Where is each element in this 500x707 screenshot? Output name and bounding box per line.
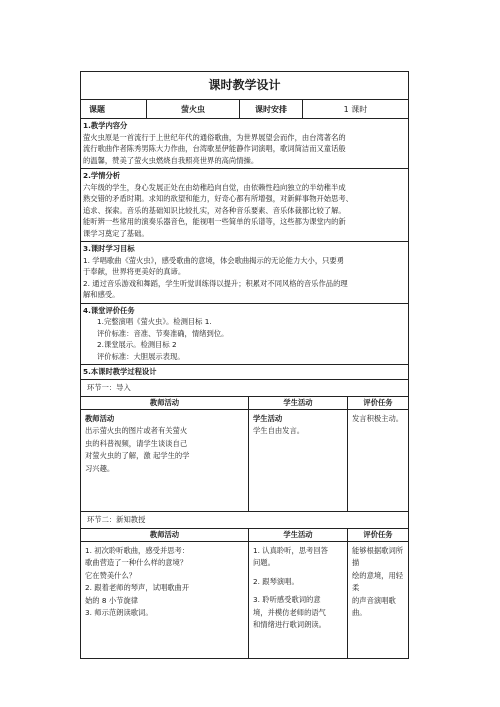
paragraph-line: 评价标准：音准、节奏准确，情绪到位。 bbox=[97, 328, 229, 338]
column-header: 教师活动 bbox=[81, 529, 248, 542]
phase-label: 环节二：新知教授 bbox=[81, 512, 408, 529]
cell-line: 1. 认真聆听，思考回答 bbox=[253, 545, 328, 555]
paragraph-line: 六年级的学生，身心发展正处在由幼稚趋向自觉，由依赖性趋向独立的半幼稚半成 bbox=[83, 182, 346, 192]
section-heading: 3.课时学习目标 bbox=[83, 244, 135, 253]
paragraph-line: 能听辨一些常用的演奏乐器音色，能视唱一些简单的乐谱等，这些都为课堂内的新 bbox=[83, 217, 346, 226]
phase-new-knowledge bbox=[81, 512, 408, 658]
assessment-cell bbox=[348, 410, 408, 429]
section-goals bbox=[81, 242, 408, 304]
cell-line: 3. 聆听感受歌词的意 bbox=[253, 595, 321, 604]
paragraph-line: 的温馨，赞美了萤火虫燃烧自我照亮世界的高尚情操。 bbox=[83, 155, 259, 165]
paragraph-line: 课学习奠定了基础。 bbox=[83, 228, 149, 238]
section-evaluation bbox=[81, 304, 408, 366]
section-heading: 2.学情分析 bbox=[83, 171, 121, 180]
phase-table bbox=[81, 529, 408, 658]
paragraph-line: 解和感受。 bbox=[83, 290, 120, 299]
cell-line: 3. 师示范朗读歌词。 bbox=[85, 608, 153, 617]
paragraph-line: 于奉献，世界将更美好的真谛。 bbox=[83, 267, 186, 276]
column-header: 学生活动 bbox=[249, 397, 347, 410]
phase-intro bbox=[81, 380, 408, 512]
assessment-cell bbox=[348, 542, 408, 623]
document-title: 课时教学设计 bbox=[81, 72, 408, 100]
cell-line: 能够根据歌词所描 bbox=[352, 545, 404, 567]
cell-line: 绘的意境，用轻柔 bbox=[352, 570, 404, 592]
teacher-activity-cell bbox=[81, 410, 248, 511]
assessment-column bbox=[348, 397, 408, 511]
teacher-activity-cell bbox=[81, 542, 248, 658]
section-heading: 5.本课时教学过程设计 bbox=[83, 367, 157, 376]
teacher-column bbox=[81, 397, 249, 511]
cell-line: 它在赞美什么？ bbox=[85, 570, 137, 580]
cell-line: 2. 跟着老师的琴声，试唱歌曲开 bbox=[85, 583, 190, 592]
cell-line: 1. 初次聆听歌曲，感受并思考： bbox=[85, 545, 190, 555]
cell-line: 学生自由发言。 bbox=[253, 426, 305, 435]
cell-line: 始的 8 小节旋律 bbox=[85, 595, 139, 605]
student-activity-cell bbox=[249, 542, 347, 635]
paragraph-line: 熟交错的矛盾时期。求知的欲望和能力，好奇心都有所增强，对新鲜事物开始思考、 bbox=[83, 194, 353, 203]
paragraph-line: 2.课堂展示。检测目标 2 bbox=[97, 340, 177, 349]
meta-row bbox=[81, 100, 408, 119]
teacher-column bbox=[81, 529, 249, 658]
section-heading: 1.教学内容分 bbox=[83, 121, 128, 130]
section-process-heading bbox=[81, 365, 408, 380]
paragraph-line: 追求、探索。音乐的基础知识比较扎实，对各种音乐要素、音乐体裁都比较了解。 bbox=[83, 205, 346, 215]
student-column bbox=[249, 529, 348, 658]
paragraph-line: 流行歌曲作者陈秀男陈大力作曲，台湾歌星伊能静作词演唱，歌词简洁而又童话般 bbox=[83, 144, 346, 153]
cell-line: 虫的科普视频，请学生谈谈自己 bbox=[85, 438, 188, 448]
assessment-column bbox=[348, 529, 408, 658]
cell-line: 出示萤火虫的图片或者有关萤火 bbox=[85, 426, 188, 435]
lesson-plan-document bbox=[80, 71, 409, 659]
cell-subheading: 教师活动 bbox=[85, 413, 115, 423]
section-heading: 4.课堂评价任务 bbox=[83, 305, 135, 315]
cell-line: 的声音演唱歌曲。 bbox=[352, 595, 396, 617]
cell-line: 歌曲营造了一种什么样的意境？ bbox=[85, 558, 188, 567]
cell-line: 问题。 bbox=[253, 558, 275, 567]
cell-line: 2. 跟琴演唱。 bbox=[253, 576, 299, 586]
cell-line: 发言积极主动。 bbox=[352, 413, 404, 423]
paragraph-line: 萤火虫原是一首流行于上世纪年代的通俗歌曲，为世界展望会而作，由台湾著名的 bbox=[83, 132, 346, 142]
phase-label: 环节一：导入 bbox=[81, 380, 408, 397]
paragraph-line: 评价标准：大胆展示表现。 bbox=[97, 351, 185, 361]
phase-table bbox=[81, 397, 408, 511]
paragraph-line: 1. 学唱歌曲《萤火虫》，感受歌曲的意境，体会歌曲揭示的无论能力大小，只要勇 bbox=[83, 255, 345, 265]
student-column bbox=[249, 397, 348, 511]
cell-subheading: 学生活动 bbox=[253, 413, 283, 423]
topic-value: 萤火虫 bbox=[147, 100, 240, 118]
cell-line: 习兴趣。 bbox=[85, 463, 115, 473]
schedule-value: 1 课时 bbox=[343, 104, 368, 114]
student-activity-cell bbox=[249, 410, 347, 441]
schedule-label: 课时安排 bbox=[240, 100, 303, 118]
cell-line: 境，并模仿老师的语气 bbox=[253, 607, 326, 617]
section-learner bbox=[81, 169, 408, 242]
column-header: 教师活动 bbox=[81, 397, 248, 410]
section-content bbox=[81, 119, 408, 169]
topic-label: 课题 bbox=[81, 100, 147, 118]
paragraph-line: 1.完整演唱《萤火虫》。检测目标 1. bbox=[97, 317, 212, 326]
column-header: 评价任务 bbox=[348, 397, 408, 410]
cell-line: 对萤火虫的了解，激 起学生的学 bbox=[85, 451, 190, 460]
cell-line: 和情绪进行歌词朗读。 bbox=[253, 620, 326, 629]
paragraph-line: 2. 通过音乐游戏和舞蹈，学生听觉训练得以提升；积累对不同风格的音乐作品的理 bbox=[83, 278, 348, 288]
column-header: 学生活动 bbox=[249, 529, 347, 542]
column-header: 评价任务 bbox=[348, 529, 408, 542]
